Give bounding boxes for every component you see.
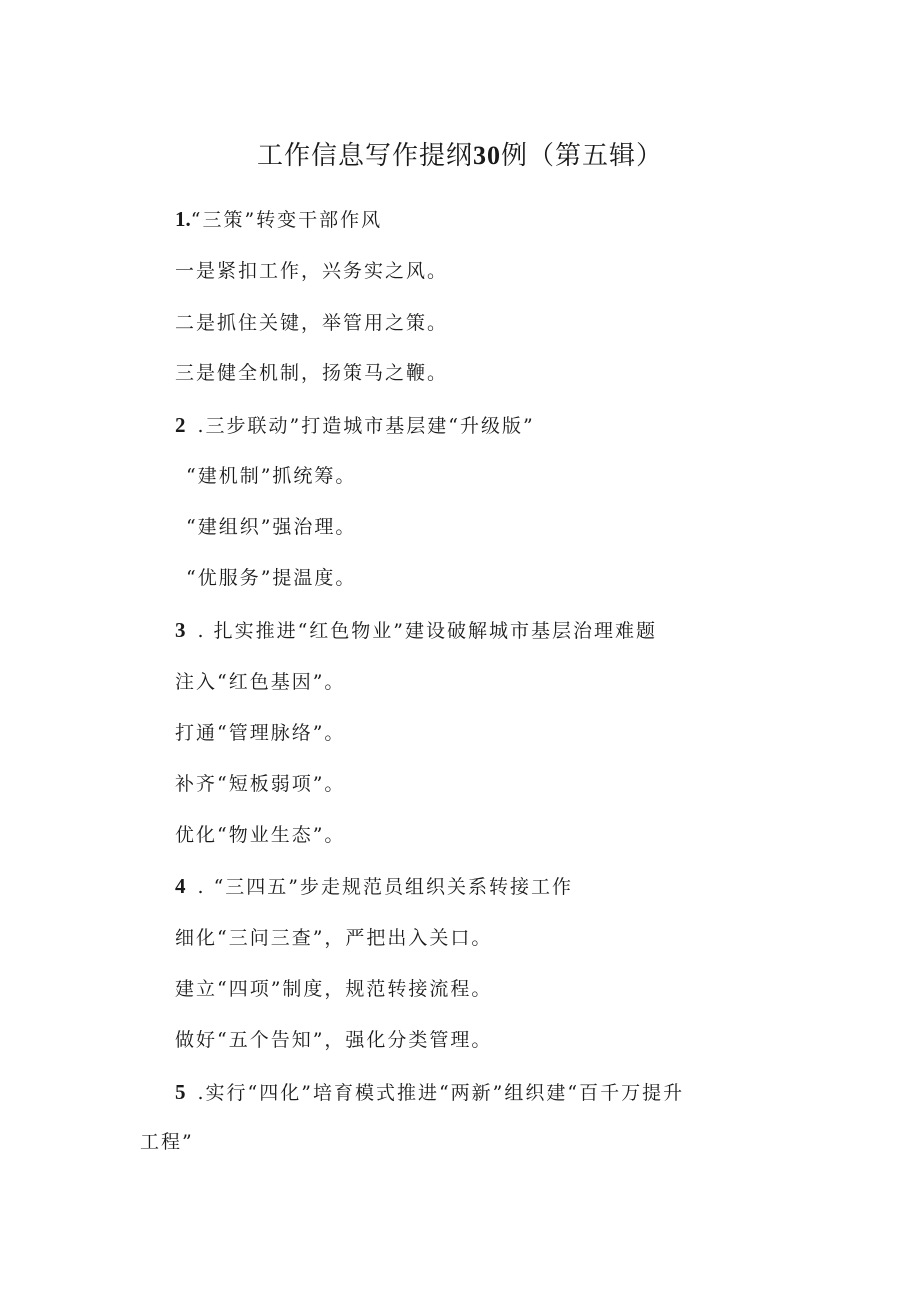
section-4-heading [175, 871, 573, 902]
document-title [0, 136, 920, 176]
section-3-item-1: 注入“红色基因”。 [175, 671, 346, 693]
section-1-heading [175, 204, 382, 235]
section-3-item-3: 补齐“短板弱项”。 [175, 773, 346, 795]
section-2-heading-text: .三步联动”打造城市基层建“升级版” [197, 415, 535, 437]
title-prefix: 工作信息写作提纲 [256, 141, 473, 171]
section-1-item-1: 一是紧扣工作，兴务实之风。 [175, 260, 449, 282]
section-2-item-2: “建组织”强治理。 [186, 516, 357, 538]
section-2-item-1: “建机制”抓统筹。 [186, 465, 357, 487]
section-2-item-3: “优服务”提温度。 [186, 567, 357, 589]
section-1-number: 1. [175, 207, 191, 231]
section-3-item-4: 优化“物业生态”。 [175, 824, 346, 846]
section-4-heading-text: . “三四五”步走规范员组织关系转接工作 [197, 876, 574, 898]
section-4-number: 4 [175, 874, 186, 898]
section-4-item-3: 做好“五个告知”，强化分类管理。 [175, 1029, 493, 1051]
section-1-item-3: 三是健全机制，扬策马之鞭。 [175, 362, 449, 384]
section-2-number: 2 [175, 413, 186, 437]
title-number: 30 [473, 141, 501, 170]
section-4-item-2: 建立“四项”制度，规范转接流程。 [175, 978, 493, 1000]
section-5-heading-continuation: 工程” [140, 1131, 194, 1153]
section-5-heading [175, 1077, 684, 1108]
section-1-item-2: 二是抓住关键，举管用之策。 [175, 312, 449, 334]
section-3-number: 3 [175, 618, 186, 642]
section-5-heading-text: .实行“四化”培育模式推进“两新”组织建“百千万提升 [197, 1082, 685, 1104]
title-suffix: 例（第五辑） [501, 141, 664, 171]
section-5-number: 5 [175, 1080, 186, 1104]
section-3-heading [175, 615, 657, 646]
section-1-heading-text: “三策”转变干部作风 [190, 209, 383, 231]
section-3-heading-text: . 扎实推进“红色物业”建设破解城市基层治理难题 [197, 620, 658, 642]
section-4-item-1: 细化“三问三查”，严把出入关口。 [175, 927, 493, 949]
section-3-item-2: 打通“管理脉络”。 [175, 722, 346, 744]
section-2-heading [175, 410, 535, 441]
